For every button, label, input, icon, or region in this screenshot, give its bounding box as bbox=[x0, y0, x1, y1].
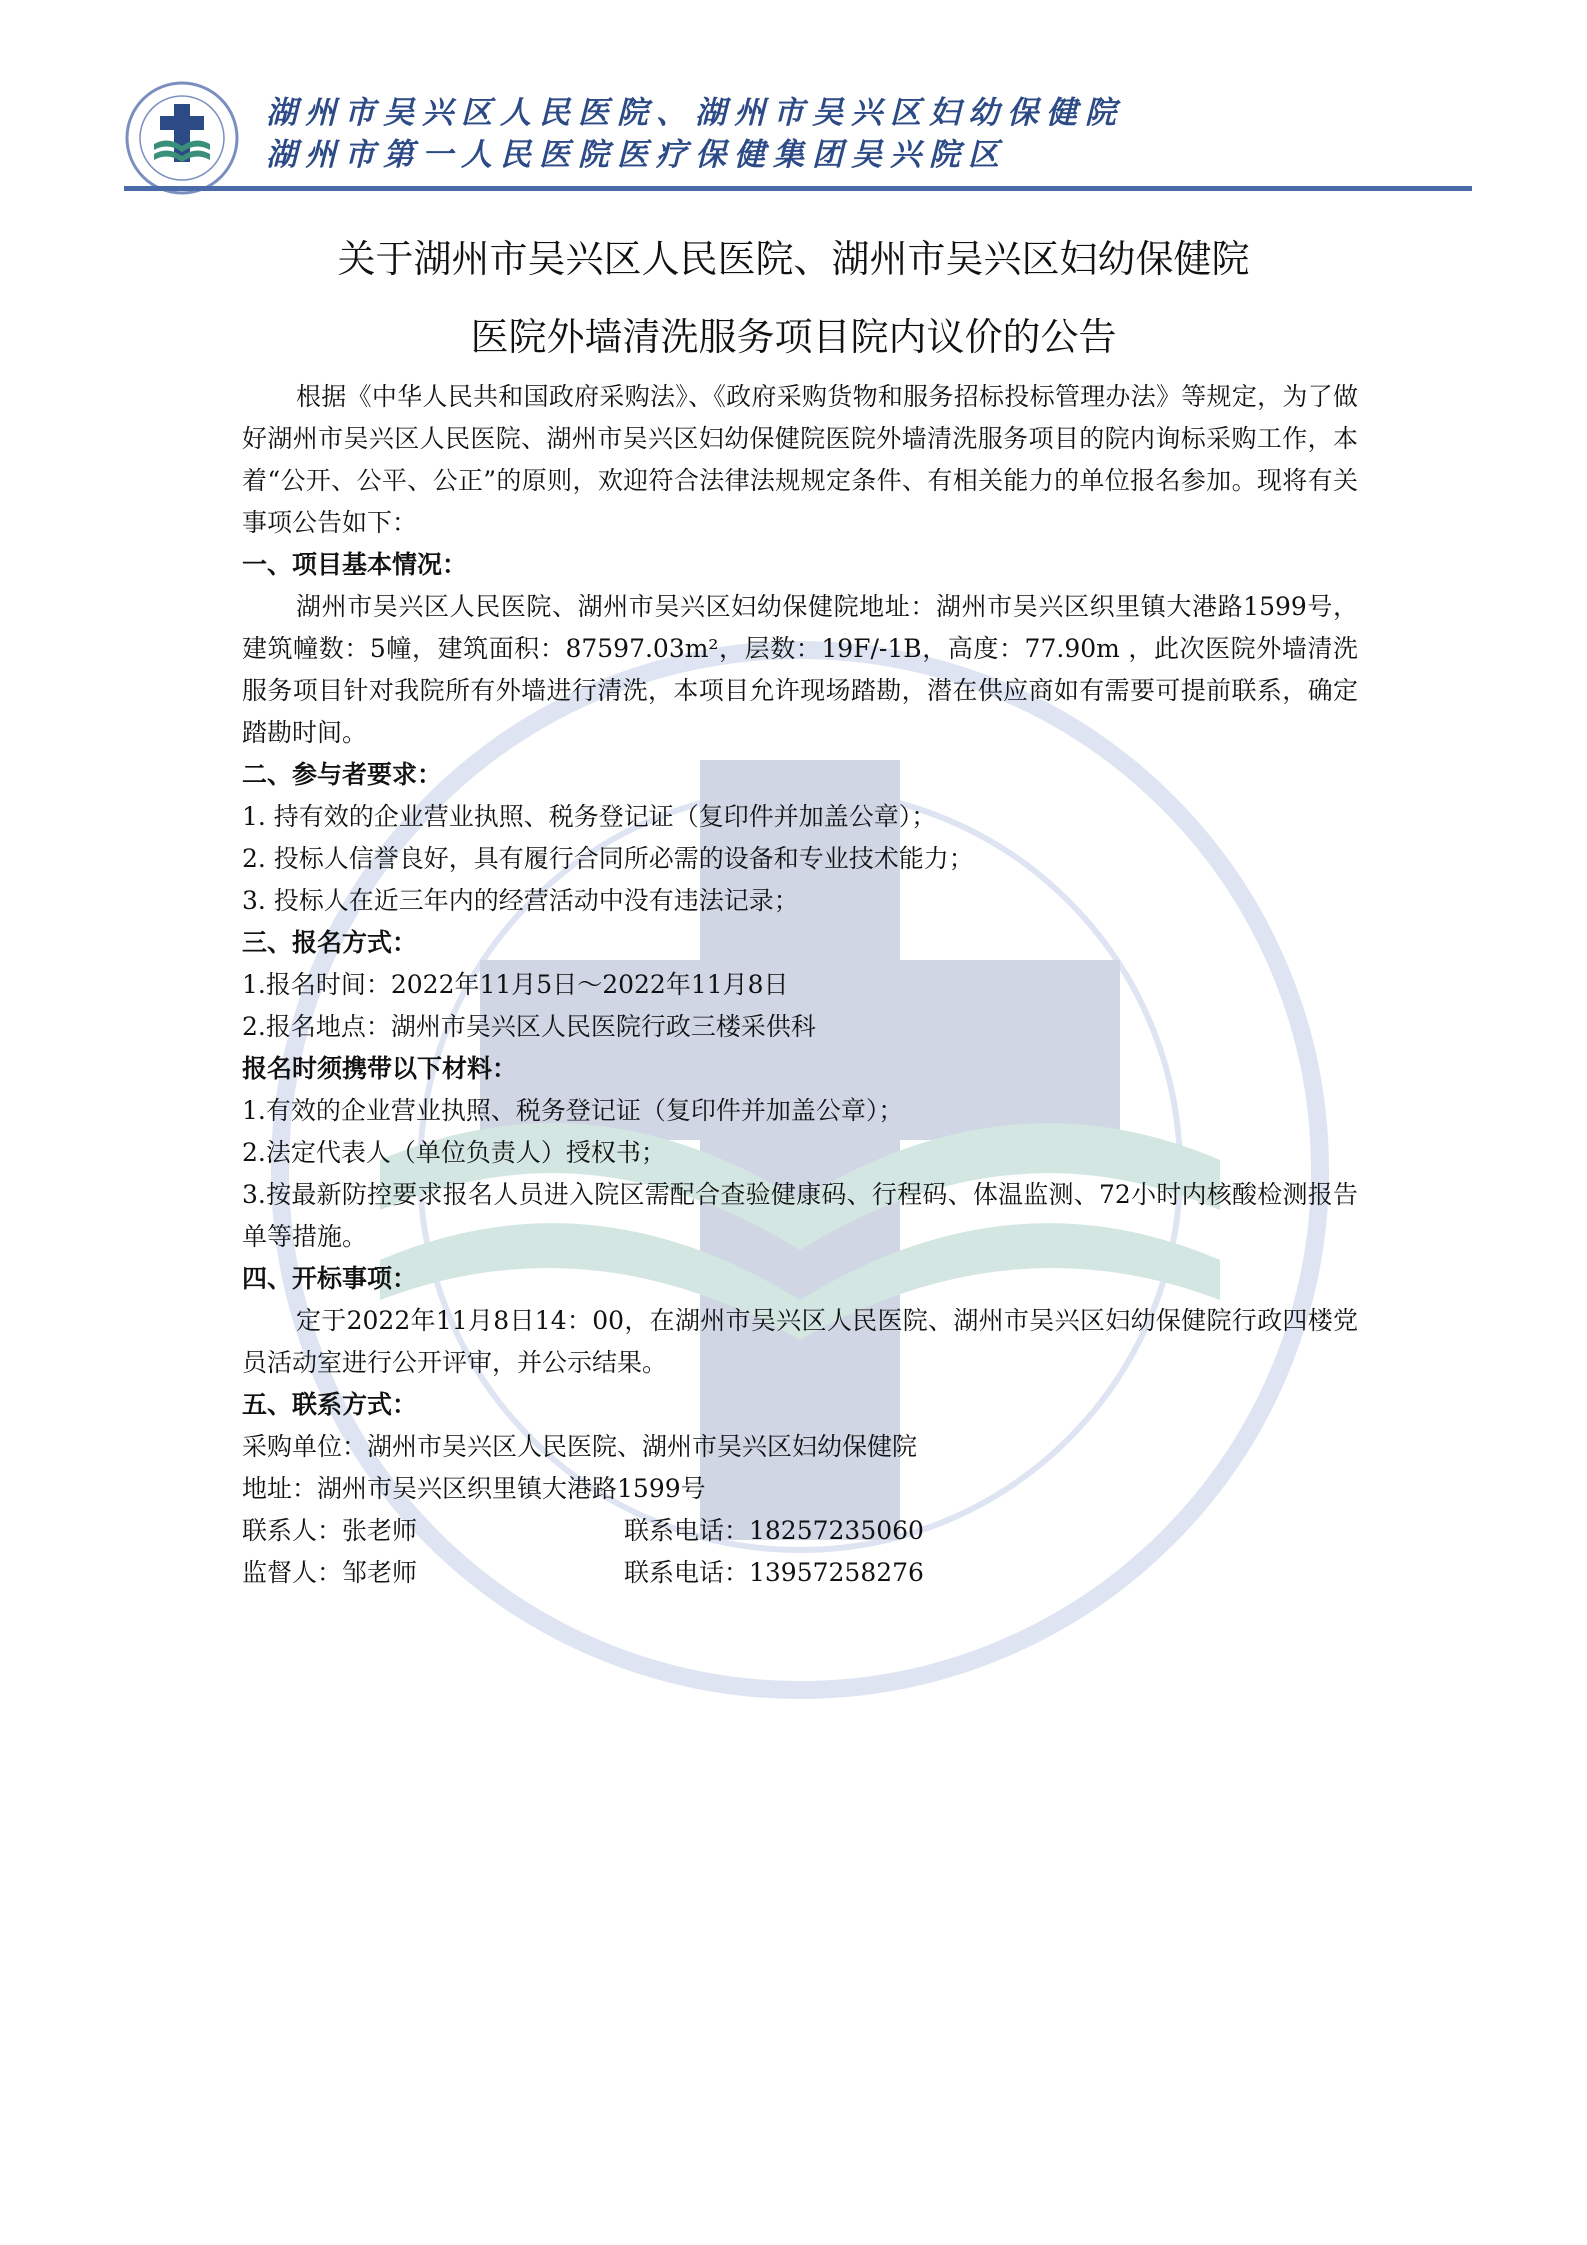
requirement-item: 1. 持有效的企业营业执照、税务登记证（复印件并加盖公章）； bbox=[242, 802, 937, 831]
document-title-line-2: 医院外墙清洗服务项目院内议价的公告 bbox=[470, 315, 1117, 359]
supervisor-row bbox=[242, 1552, 1358, 1594]
requirement-item: 3. 投标人在近三年内的经营活动中没有违法记录； bbox=[242, 886, 799, 915]
section-2-heading: 二、参与者要求： bbox=[242, 760, 443, 789]
section-4-text: 定于2022年11月8日14：00，在湖州市吴兴区人民医院、湖州市吴兴区妇幼保健院行政四楼党员活动室进行公开评审，并公示结果。 bbox=[242, 1306, 1358, 1377]
letterhead-line-1: 湖州市吴兴区人民医院、湖州市吴兴区妇幼保健院 bbox=[266, 95, 1124, 131]
letterhead-line-2: 湖州市第一人民医院医疗保健集团吴兴院区 bbox=[266, 137, 1007, 173]
letterhead bbox=[124, 72, 1468, 192]
hospital-logo-icon bbox=[124, 80, 240, 196]
intro-paragraph: 根据《中华人民共和国政府采购法》、《政府采购货物和服务招标投标管理办法》等规定，为了做好湖州市吴兴区人民医院、湖州市吴兴区妇幼保健院医院外墙清洗服务项目的院内询标采购工作，本着“公开、公平、公正”的原则，欢迎符合法律法规规定条件、有相关能力的单位报名参加。现将有关事项公告如下： bbox=[242, 382, 1358, 537]
material-item: 3.按最新防控要求报名人员进入院区需配合查验健康码、行程码、体温监测、72小时内核酸检测报告单等措施。 bbox=[242, 1180, 1358, 1251]
contact-phone: 联系电话：18257235060 bbox=[624, 1516, 924, 1545]
supervisor-name: 监督人：邹老师 bbox=[242, 1558, 418, 1587]
section-1-heading: 一、项目基本情况： bbox=[242, 550, 468, 579]
section-3-heading: 三、报名方式： bbox=[242, 928, 418, 957]
contact-row bbox=[242, 1510, 1358, 1552]
document-title-line-1: 关于湖州市吴兴区人民医院、湖州市吴兴区妇幼保健院 bbox=[337, 237, 1250, 281]
registration-item: 2.报名地点：湖州市吴兴区人民医院行政三楼采供科 bbox=[242, 1012, 816, 1041]
address-line: 地址：湖州市吴兴区织里镇大港路1599号 bbox=[242, 1474, 706, 1503]
supervisor-phone: 联系电话：13957258276 bbox=[624, 1558, 924, 1587]
section-1-text: 湖州市吴兴区人民医院、湖州市吴兴区妇幼保健院地址：湖州市吴兴区织里镇大港路1599号，建筑幢数：5幢，建筑面积：87597.03m²，层数：19F/-1B，高度：77.90m ，此次医院外墙清洗服务项目针对我院所有外墙进行清洗，本项目允许现场踏勘，潜在供应商如有需要可提前联系，确定踏勘时间。 bbox=[242, 592, 1358, 747]
material-item: 2.法定代表人（单位负责人）授权书； bbox=[242, 1138, 666, 1167]
requirement-item: 2. 投标人信誉良好，具有履行合同所必需的设备和专业技术能力； bbox=[242, 844, 974, 873]
header-divider bbox=[124, 186, 1472, 191]
registration-item: 1.报名时间：2022年11月5日～2022年11月8日 bbox=[242, 970, 789, 999]
purchaser-line: 采购单位：湖州市吴兴区人民医院、湖州市吴兴区妇幼保健院 bbox=[242, 1432, 918, 1461]
section-4-heading: 四、开标事项： bbox=[242, 1264, 418, 1293]
notice-body bbox=[242, 376, 1358, 1594]
section-5-heading: 五、联系方式： bbox=[242, 1390, 418, 1419]
material-item: 1.有效的企业营业执照、税务登记证（复印件并加盖公章）； bbox=[242, 1096, 904, 1125]
materials-heading: 报名时须携带以下材料： bbox=[242, 1054, 518, 1083]
contact-name: 联系人：张老师 bbox=[242, 1516, 418, 1545]
